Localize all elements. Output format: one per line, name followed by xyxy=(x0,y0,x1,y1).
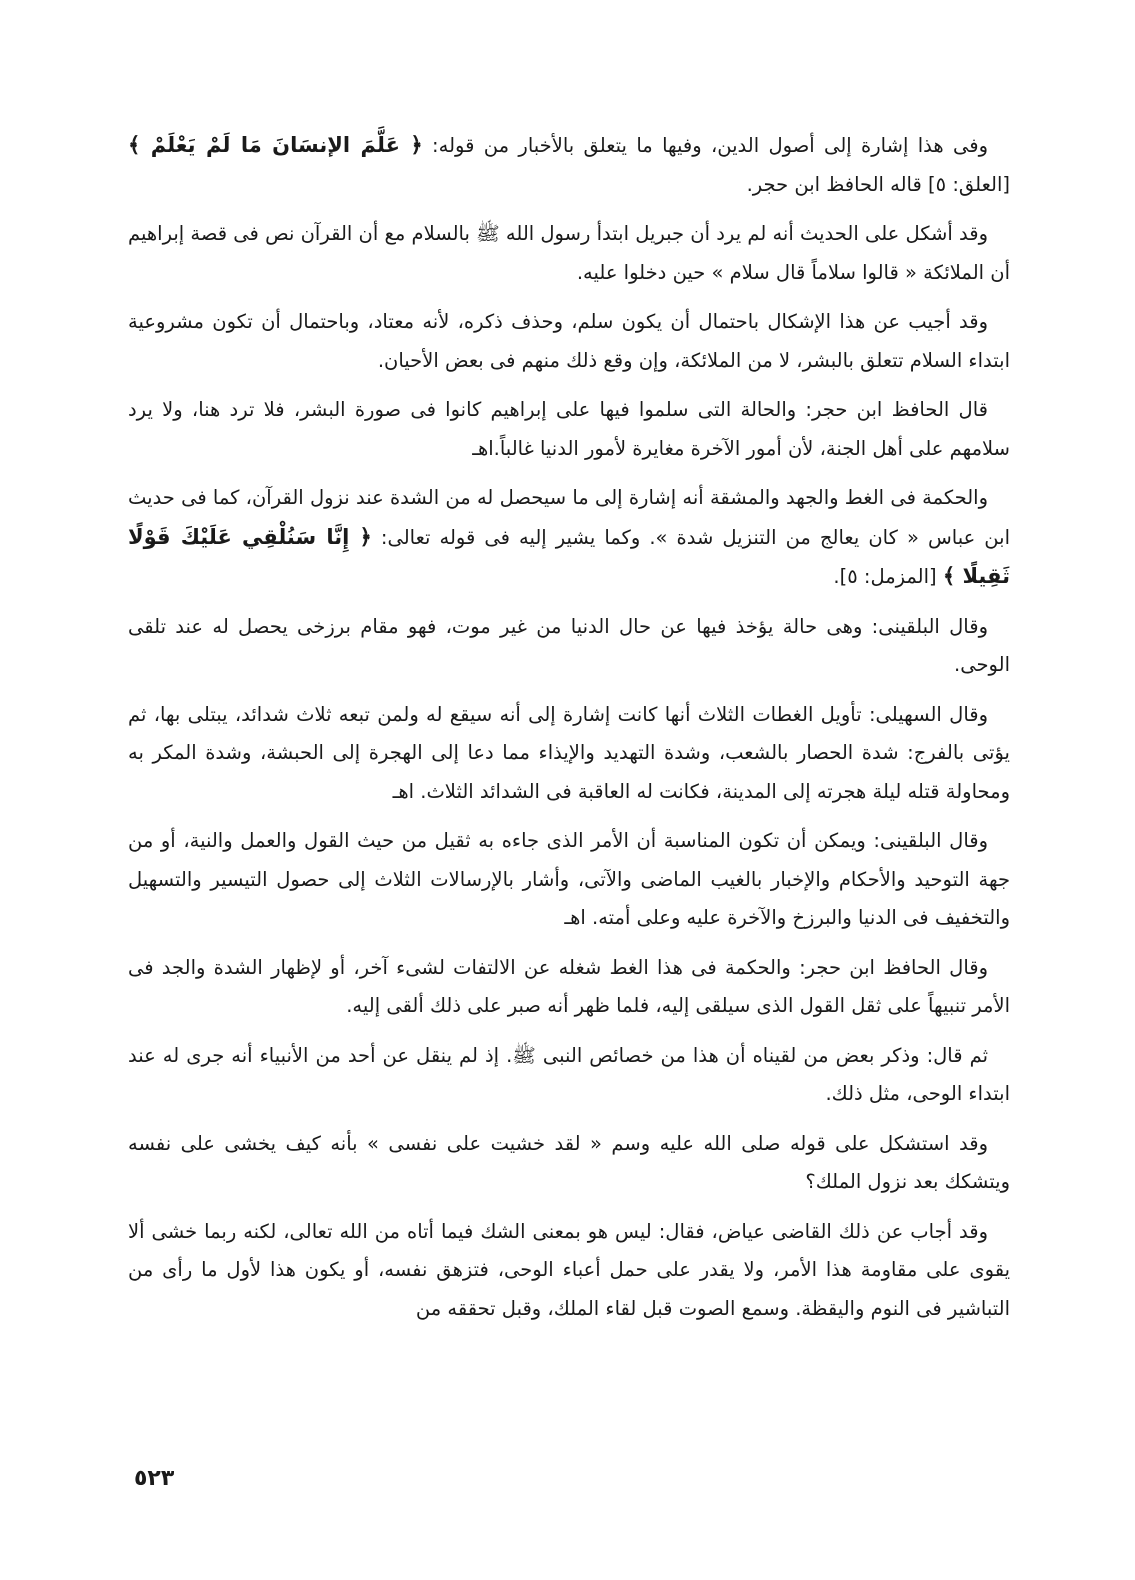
paragraph-text: وقد استشكل على قوله صلى الله عليه وسم « لقد خشيت على نفسى » بأنه كيف يخشى على نفسه ويتشكك بعد نزول الملك؟ xyxy=(128,1131,1010,1193)
paragraph-text: وقد أجاب عن ذلك القاضى عياض، فقال: ليس هو بمعنى الشك فيما أتاه من الله تعالى، لكنه ربما خشى ألا يقوى على مقاومة هذا الأمر، ولا يقدر على حمل أعباء الوحى، فتزهق نفسه، أو يكون هذا لأول ما رأى من التباشير فى النوم واليقظة. وسمع الصوت قبل لقاء الملك، وقبل تحققه من xyxy=(128,1219,1010,1320)
paragraph-text: والحكمة فى الغط والجهد والمشقة أنه إشارة إلى ما سيحصل له من الشدة عند نزول القرآن، كما فى حديث ابن عباس « كان يعالج من التنزيل شدة ». وكما يشير إليه فى قوله تعالى: xyxy=(128,486,1010,549)
paragraph xyxy=(128,949,1010,1026)
paragraph xyxy=(128,126,1010,204)
paragraph xyxy=(128,822,1010,938)
paragraph xyxy=(128,1213,1010,1329)
paragraph-text: وقال البلقينى: وهى حالة يؤخذ فيها عن حال الدنيا من غير موت، فهو مقام برزخى يحصل له عند تلقى الوحى. xyxy=(128,614,1010,676)
paragraph xyxy=(128,1125,1010,1202)
paragraph xyxy=(128,303,1010,380)
page-number: ٥٢٣ xyxy=(134,1466,175,1491)
body-text xyxy=(128,126,1010,1339)
paragraph xyxy=(128,391,1010,468)
paragraph xyxy=(128,479,1010,597)
paragraph-text: قال الحافظ ابن حجر: والحالة التى سلموا فيها على إبراهيم كانوا فى صورة البشر، فلا ترد هنا، ولا يرد سلامهم على أهل الجنة، لأن أمور الآخرة مغايرة لأمور الدنيا غالباً.اهـ xyxy=(128,398,1010,460)
paragraph xyxy=(128,696,1010,812)
paragraph-text: وقال البلقينى: ويمكن أن تكون المناسبة أن الأمر الذى جاءه به ثقيل من حيث القول والعمل والنية، أو من جهة التوحيد والأحكام والإخبار بالغيب الماضى والآتى، وأشار بالإرسالات الثلاث إلى حصول التيسير والتسهيل والتخفيف فى الدنيا والبرزخ والآخرة عليه وعلى أمته. اهـ xyxy=(128,829,1010,929)
paragraph xyxy=(128,608,1010,685)
quran-verse: ﴿ عَلَّمَ الإنسَانَ مَا لَمْ يَعْلَمْ ﴾ xyxy=(128,133,423,157)
paragraph xyxy=(128,215,1010,292)
paragraph xyxy=(128,1037,1010,1114)
paragraph-text: [العلق: ٥] قاله الحافظ ابن حجر. xyxy=(746,172,1010,196)
paragraph-text: وقد أشكل على الحديث أنه لم يرد أن جبريل ابتدأ رسول الله ﷺ بالسلام مع أن القرآن نص فى قصة إبراهيم أن الملائكة « قالوا سلاماً قال سلام » حين دخلوا عليه. xyxy=(128,222,1010,284)
paragraph-text: ثم قال: وذكر بعض من لقيناه أن هذا من خصائص النبى ﷺ. إذ لم ينقل عن أحد من الأنبياء أنه جرى له عند ابتداء الوحى، مثل ذلك. xyxy=(128,1043,1010,1105)
paragraph-text: [المزمل: ٥]. xyxy=(833,565,943,588)
paragraph-text: وقال السهيلى: تأويل الغطات الثلاث أنها كانت إشارة إلى أنه سيقع له ولمن تبعه ثلاث شدائد، يبتلى بها، ثم يؤتى بالفرج: شدة الحصار بالشعب، وشدة التهديد والإيذاء مما دعا إلى الهجرة إلى الحبشة، وشدة المكر به ومحاولة قتله ليلة هجرته إلى المدينة، فكانت له العاقبة فى الشدائد الثلاث. اهـ xyxy=(128,702,1010,803)
paragraph-text: وفى هذا إشارة إلى أصول الدين، وفيها ما يتعلق بالأخبار من قوله: xyxy=(422,134,988,157)
quran-verse: ﴿ إِنَّا سَنُلْقِي عَلَيْكَ قَوْلًا ثَقِيلًا ﴾ xyxy=(128,524,1010,588)
paragraph-text: وقد أجيب عن هذا الإشكال باحتمال أن يكون سلم، وحذف ذكره، لأنه معتاد، وباحتمال أن تكون مشروعية ابتداء السلام تتعلق بالبشر، لا من الملائكة، وإن وقع ذلك منهم فى بعض الأحيان. xyxy=(128,310,1010,372)
paragraph-text: وقال الحافظ ابن حجر: والحكمة فى هذا الغط شغله عن الالتفات لشىء آخر، أو لإظهار الشدة والجد فى الأمر تنبيهاً على ثقل القول الذى سيلقى إليه، فلما ظهر أنه صبر على ذلك ألقى إليه. xyxy=(128,955,1010,1017)
